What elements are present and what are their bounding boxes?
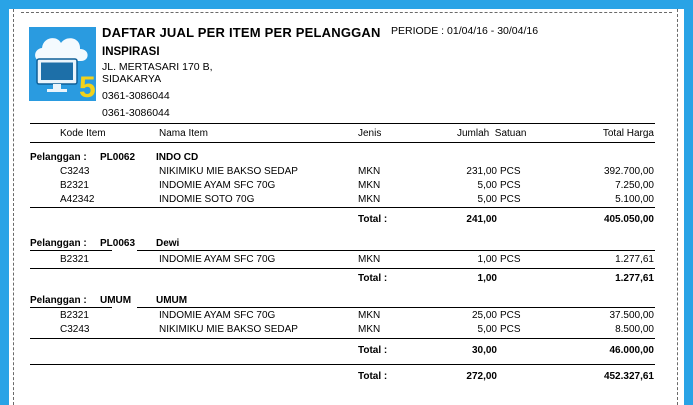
item-jumlah: 25,00 [471, 310, 497, 321]
subtotal-label: Total : [358, 345, 388, 356]
item-name: INDOMIE AYAM SFC 70G [159, 254, 276, 265]
col-jumlah-satuan: Jumlah Satuan [457, 128, 527, 139]
item-total: 7.250,00 [615, 180, 654, 191]
company-address-line2: SIDAKARYA [102, 73, 162, 85]
company-phone1: 0361-3086044 [102, 90, 170, 102]
item-name: NIKIMIKU MIE BAKSO SEDAP [159, 324, 298, 335]
customer-code: PL0062 [100, 152, 136, 163]
item-satuan: PCS [500, 166, 521, 177]
item-jenis: MKN [358, 180, 381, 191]
item-code: B2321 [60, 254, 89, 265]
group-underline [30, 307, 112, 308]
item-name: INDOMIE SOTO 70G [159, 194, 255, 205]
subtotal-qty: 241,00 [466, 214, 497, 225]
subtotal-label: Total : [358, 214, 388, 225]
customer-name: Dewi [156, 238, 180, 249]
header-rule-bottom [30, 142, 655, 143]
subtotal-qty: 1,00 [477, 273, 497, 284]
item-satuan: PCS [500, 310, 521, 321]
subtotal-amount: 405.050,00 [603, 214, 654, 225]
page-margin-guide-right [677, 9, 678, 405]
group-underline [137, 250, 655, 251]
subtotal-label: Total : [358, 273, 388, 284]
item-total: 5.100,00 [615, 194, 654, 205]
header-rule-top [30, 123, 655, 124]
group-label: Pelanggan : [30, 238, 87, 249]
group-underline [30, 250, 112, 251]
item-jenis: MKN [358, 166, 381, 177]
item-total: 8.500,00 [615, 324, 654, 335]
item-jumlah: 5,00 [477, 194, 497, 205]
item-jumlah: 1,00 [477, 254, 497, 265]
group-underline [137, 307, 655, 308]
customer-code: UMUM [100, 295, 132, 306]
item-jumlah: 5,00 [477, 180, 497, 191]
grand-total-qty: 272,00 [466, 371, 497, 382]
item-jumlah: 231,00 [466, 166, 497, 177]
item-code: B2321 [60, 180, 89, 191]
item-satuan: PCS [500, 254, 521, 265]
page-margin-guide-left [13, 9, 14, 405]
subtotal-rule [30, 268, 655, 269]
company-name: INSPIRASI [102, 46, 160, 58]
item-total: 37.500,00 [609, 310, 654, 321]
col-jenis: Jenis [358, 128, 382, 139]
item-name: NIKIMIKU MIE BAKSO SEDAP [159, 166, 298, 177]
item-jenis: MKN [358, 324, 381, 335]
item-satuan: PCS [500, 180, 521, 191]
subtotal-amount: 46.000,00 [609, 345, 654, 356]
group-label: Pelanggan : [30, 295, 87, 306]
subtotal-rule [30, 207, 655, 208]
subtotal-qty: 30,00 [471, 345, 497, 356]
company-logo [29, 27, 96, 101]
grand-total-amount: 452.327,61 [603, 371, 654, 382]
item-jenis: MKN [358, 310, 381, 321]
report-periode: PERIODE : 01/04/16 - 30/04/16 [391, 25, 539, 37]
company-phone2: 0361-3086044 [102, 107, 170, 119]
item-jenis: MKN [358, 254, 381, 265]
grand-total-label: Total : [358, 371, 388, 382]
customer-name: INDO CD [156, 152, 199, 163]
item-satuan: PCS [500, 324, 521, 335]
item-code: C3243 [60, 324, 90, 335]
item-total: 1.277,61 [615, 254, 654, 265]
customer-code: PL0063 [100, 238, 136, 249]
item-code: A42342 [60, 194, 95, 205]
customer-name: UMUM [156, 295, 188, 306]
item-code: C3243 [60, 166, 90, 177]
item-satuan: PCS [500, 194, 521, 205]
col-total-harga: Total Harga [602, 128, 654, 139]
grand-total-rule [30, 364, 655, 365]
item-name: INDOMIE AYAM SFC 70G [159, 310, 276, 321]
item-jenis: MKN [358, 194, 381, 205]
subtotal-rule [30, 338, 655, 339]
logo-badge-number: 5 [79, 71, 96, 101]
company-address-line1: JL. MERTASARI 170 B, [102, 61, 213, 73]
col-nama-item: Nama Item [159, 128, 208, 139]
group-label: Pelanggan : [30, 152, 87, 163]
item-code: B2321 [60, 310, 89, 321]
page-margin-guide-top [21, 12, 672, 13]
item-name: INDOMIE AYAM SFC 70G [159, 180, 276, 191]
subtotal-amount: 1.277,61 [615, 273, 654, 284]
report-page [9, 9, 684, 405]
col-kode-item: Kode Item [60, 128, 106, 139]
item-total: 392.700,00 [603, 166, 654, 177]
report-title: DAFTAR JUAL PER ITEM PER PELANGGAN [102, 25, 381, 40]
item-jumlah: 5,00 [477, 324, 497, 335]
